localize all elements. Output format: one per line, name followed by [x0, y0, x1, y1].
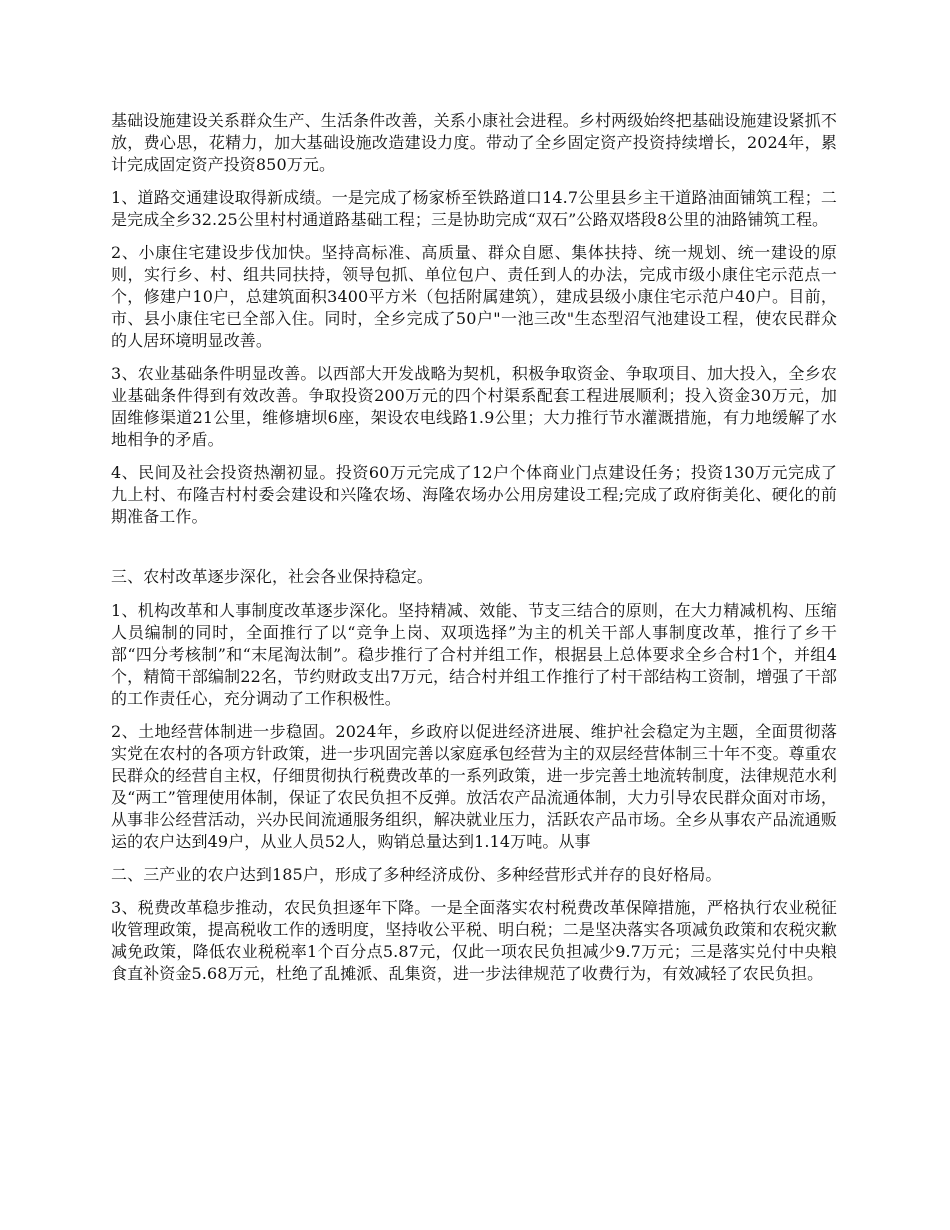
section-heading-rural-reform: 三、农村改革逐步深化，社会各业保持稳定。: [111, 567, 434, 586]
paragraph-infrastructure-intro: 基础设施建设关系群众生产、生活条件改善，关系小康社会进程。乡村两级始终把基础设施建设紧抓不放，费心思，花精力，加大基础设施改造建设力度。带动了全乡固定资产投资持续增长，2024年，累计完成固定资产投资850万元。: [111, 111, 837, 174]
paragraph-tax-reform: 3、税费改革稳步推动，农民负担逐年下降。一是全面落实农村税费改革保障措施，严格执行农业税征收管理政策，提高税收工作的透明度，坚持收公平税、明白税；二是坚决落实各项减负政策和农税灾歉减免政策，降低农业税税率1个百分点5.87元，仅此一项农民负担减少9.7万元；三是落实兑付中央粮食直补资金5.68万元，杜绝了乱摊派、乱集资，进一步法律规范了收费行为，有效减轻了农民负担。: [111, 898, 837, 983]
paragraph-private-investment: 4、民间及社会投资热潮初显。投资60万元完成了12户个体商业门点建设任务；投资130万元完成了九上村、布隆吉村村委会建设和兴隆农场、海隆农场办公用房建设工程;完成了政府街美化、硬化的前期准备工作。: [111, 463, 837, 526]
paragraph-road-construction: 1、道路交通建设取得新成绩。一是完成了杨家桥至铁路道口14.7公里县乡主干道路油面铺筑工程；二是完成全乡32.25公里村村通道路基础工程；三是协助完成“双石”公路双塔段8公里的油路铺筑工程。: [111, 188, 837, 229]
paragraph-land-management: 2、土地经营体制进一步稳固。2024年，乡政府以促进经济进展、维护社会稳定为主题，全面贯彻落实党在农村的各项方针政策，进一步巩固完善以家庭承包经营为主的双层经营体制三十年不变。尊重农民群众的经营自主权，仔细贯彻执行税费改革的一系列政策，进一步完善土地流转制度，法律规范水利及“两工”管理使用体制，保证了农民负担不反弹。放活农产品流通体制，大力引导农民群众面对市场，从事非公经营活动，兴办民间流通服务组织，解决就业压力，活跃农产品市场。全乡从事农产品流通贩运的农户达到49户，从业人员52人，购销总量达到1.14万吨。从事: [111, 722, 837, 851]
paragraph-secondary-tertiary-industry: 二、三产业的农户达到185户，形成了多种经济成份、多种经营形式并存的良好格局。: [111, 865, 722, 884]
paragraph-institutional-reform: 1、机构改革和人事制度改革逐步深化。坚持精减、效能、节支三结合的原则，在大力精减机构、压缩人员编制的同时，全面推行了以“竞争上岗、双项选择”为主的机关干部人事制度改革，推行了乡干部“四分考核制”和“末尾淘汰制”。稳步推行了合村并组工作，根据县上总体要求全乡合村1个，并组4个，精简干部编制22名，节约财政支出7万元，结合村并组工作推行了村干部结构工资制，增强了干部的工作责任心，充分调动了工作积极性。: [111, 601, 837, 708]
document-body: [111, 110, 837, 996]
paragraph-housing-construction: 2、小康住宅建设步伐加快。坚持高标准、高质量、群众自愿、集体扶持、统一规划、统一建设的原则，实行乡、村、组共同扶持，领导包抓、单位包户、责任到人的办法，完成市级小康住宅示范点一个，修建户10户，总建筑面积3400平方米（包括附属建筑），建成县级小康住宅示范户40户。目前，市、县小康住宅已全部入住。同时，全乡完成了50户"一池三改"生态型沼气池建设工程，使农民群众的人居环境明显改善。: [111, 243, 837, 350]
paragraph-agriculture-infrastructure: 3、农业基础条件明显改善。以西部大开发战略为契机，积极争取资金、争取项目、加大投入，全乡农业基础条件得到有效改善。争取投资200万元的四个村渠系配套工程进展顺利；投入资金30万元，加固维修渠道21公里，维修塘坝6座，架设农电线路1.9公里；大力推行节水灌溉措施，有力地缓解了水地相争的矛盾。: [111, 364, 837, 449]
